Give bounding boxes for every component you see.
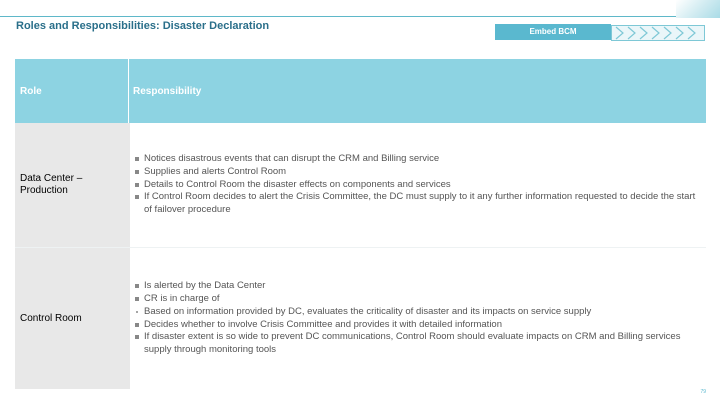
table-row (15, 123, 706, 248)
responsibility-cell (130, 123, 706, 247)
chevron-arrows-icon (611, 25, 705, 41)
table-header-row (15, 59, 706, 123)
responsibility-list (134, 153, 706, 217)
roles-table (15, 59, 706, 389)
list-item: Supplies and alerts Control Room (134, 166, 706, 179)
corner-decoration (676, 0, 720, 18)
embed-bcm-label: Embed BCM (495, 24, 611, 40)
list-item: Decides whether to involve Crisis Committee and provides it with detailed information (134, 319, 706, 332)
page-number: 79 (700, 389, 706, 395)
responsibility-cell (130, 248, 706, 389)
top-divider-line (0, 16, 700, 17)
list-item: CR is in charge of (134, 293, 706, 306)
header-responsibility: Responsibility (133, 85, 202, 97)
embed-bcm-banner (495, 24, 705, 40)
list-item: Is alerted by the Data Center (134, 280, 706, 293)
list-item: Based on information provided by DC, evaluates the criticality of disaster and its impacts on service supply (134, 306, 706, 319)
list-item: Notices disastrous events that can disrupt the CRM and Billing service (134, 153, 706, 166)
role-cell: Data Center – Production (15, 123, 130, 247)
list-item: If Control Room decides to alert the Crisis Committee, the DC must supply to it any further information requested to decide the start of failover procedure (134, 191, 706, 217)
header-role: Role (15, 59, 129, 123)
table-row (15, 248, 706, 389)
slide-title: Roles and Responsibilities: Disaster Declaration (16, 20, 270, 32)
responsibility-list (134, 280, 706, 357)
list-item: Details to Control Room the disaster effects on components and services (134, 179, 706, 192)
list-item: If disaster extent is so wide to prevent DC communications, Control Room should evaluate impacts on CRM and Billing services supply through monitoring tools (134, 331, 706, 357)
role-cell: Control Room (15, 248, 130, 389)
